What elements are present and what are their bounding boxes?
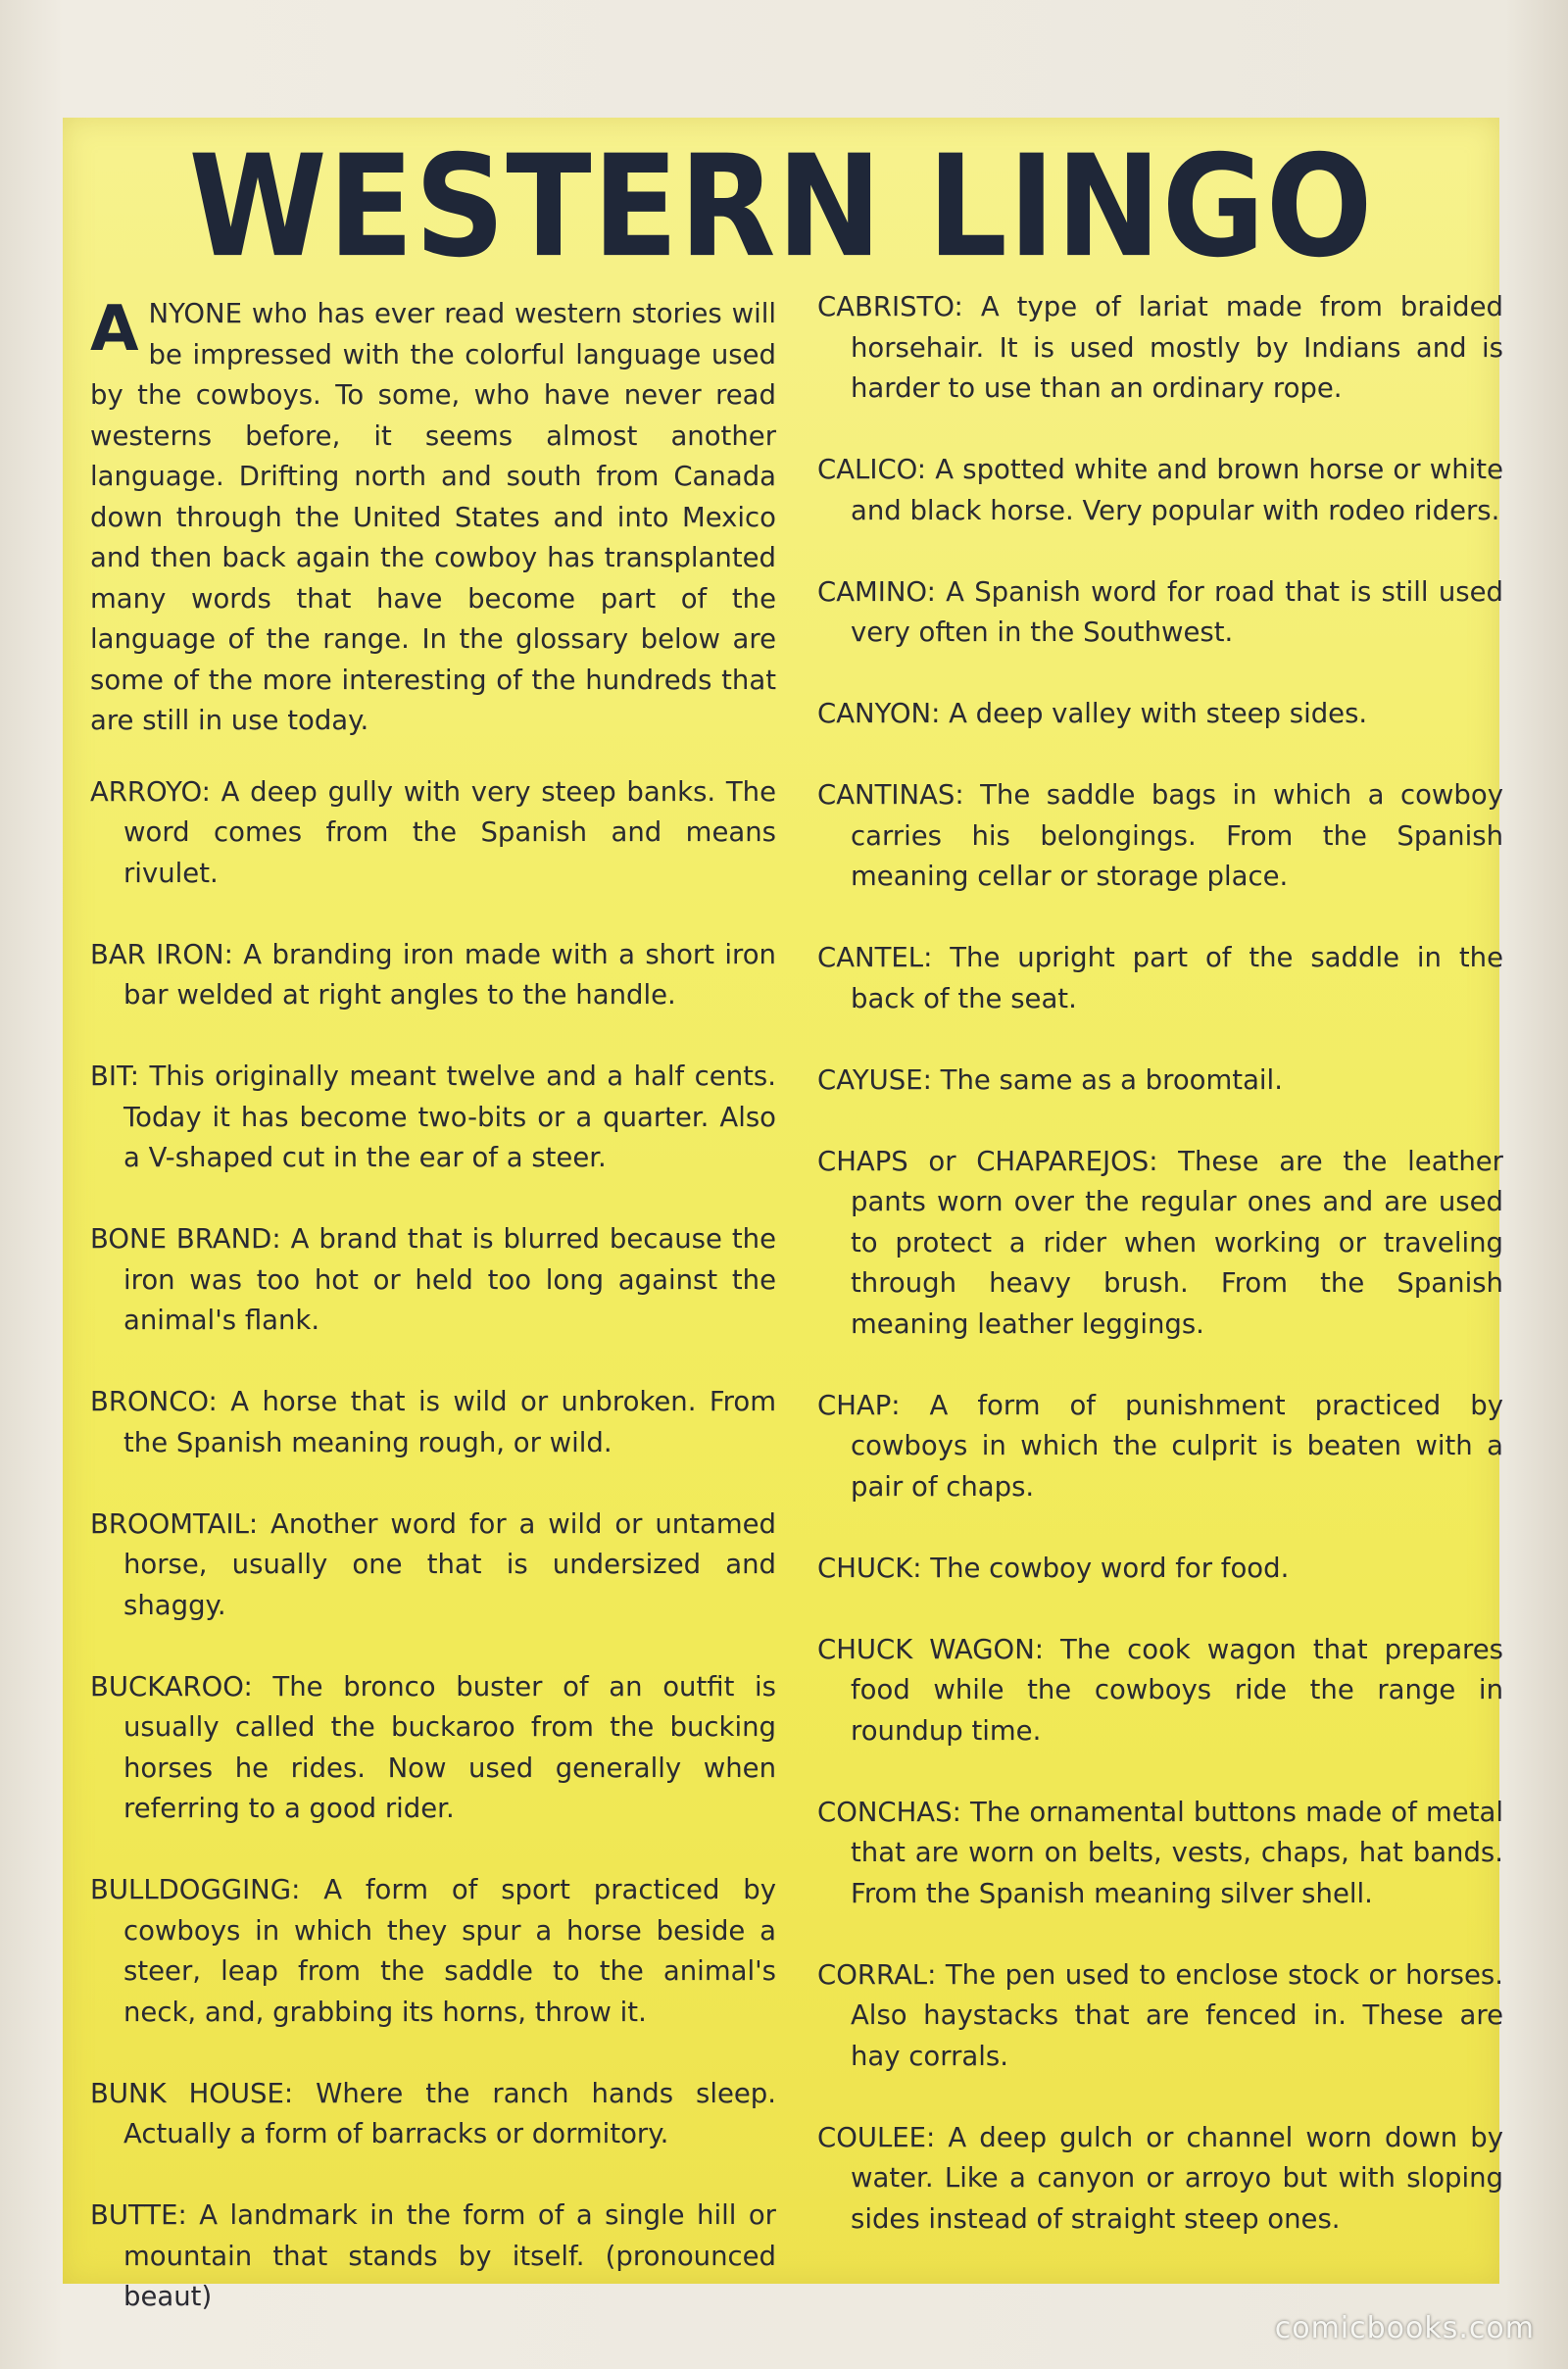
glossary-entry (817, 694, 1503, 735)
intro-text: NYONE who has ever read western stories will be impressed with the colorful language used by the cowboys. To some, who have never read westerns before, it seems almost another language. Drifting north and south from Canada down through the United States and into Mexico and then back again the cowboy has transplanted many words that have become part of the language of the range. In the glossary below are some of the more interesting of the hundreds that are still in use today. (90, 298, 776, 736)
glossary-list-left (90, 772, 776, 2318)
glossary-term: BONE BRAND: (90, 1223, 281, 1255)
glossary-definition: Where the ranch hands sleep. Actually a form of barracks or dormitory. (123, 2077, 777, 2149)
glossary-definition: A landmark in the form of a single hill or mountain that stands by itself. (pronounced beaut) (123, 2199, 776, 2312)
glossary-definition: A form of sport practiced by cowboys in which they spur a horse beside a steer, leap from the saddle to the animal's neck, and, grabbing its horns, throw it. (123, 1874, 776, 2028)
drop-cap: A (90, 293, 139, 366)
glossary-entry (90, 1505, 776, 1627)
glossary-term: BULLDOGGING: (90, 1874, 301, 1905)
glossary-term: CAYUSE: (817, 1063, 932, 1096)
glossary-definition: The bronco buster of an outfit is usually called the buckaroo from the bucking horses he rides. Now used generally when referring to a good rider. (123, 1670, 776, 1824)
glossary-term: CAMINO: (817, 575, 936, 608)
glossary-list-right (817, 287, 1503, 2240)
glossary-entry (90, 1870, 776, 2033)
glossary-term: CABRISTO: (817, 291, 963, 322)
glossary-term: COULEE: (817, 2121, 936, 2153)
glossary-entry (90, 772, 776, 895)
glossary-entry (817, 2118, 1503, 2241)
glossary-definition: The cowboy word for food. (930, 1552, 1290, 1584)
glossary-term: BRONCO: (90, 1386, 218, 1417)
glossary-definition: A type of lariat made from braided horsehair. It is used mostly by Indians and is harder to use than an ordinary rope. (851, 291, 1503, 404)
glossary-entry (90, 935, 776, 1016)
glossary-entry (817, 1061, 1503, 1102)
glossary-term: CALICO: (817, 454, 927, 485)
glossary-entry (90, 1219, 776, 1342)
glossary-term: CANTEL: (817, 942, 933, 973)
glossary-term: BROOMTAIL: (90, 1507, 259, 1540)
glossary-entry (817, 1386, 1503, 1508)
glossary-definition: Another word for a wild or untamed horse, usually one that is undersized and shaggy. (123, 1507, 776, 1621)
watermark: comicbooks.com (1274, 2311, 1535, 2345)
intro-paragraph (90, 294, 776, 742)
glossary-definition: A deep gully with very steep banks. The word comes from the Spanish and means rivulet. (123, 775, 776, 889)
glossary-entry (817, 1793, 1503, 1915)
glossary-entry (817, 1630, 1503, 1752)
glossary-entry (817, 450, 1503, 531)
left-column (90, 294, 776, 2358)
glossary-definition: A spotted white and brown horse or white and black horse. Very popular with rodeo riders. (851, 454, 1503, 526)
glossary-term: CORRAL: (817, 1958, 937, 1991)
glossary-definition: The same as a broomtail. (940, 1063, 1283, 1096)
glossary-term: CONCHAS: (817, 1796, 961, 1828)
glossary-definition: A brand that is blurred because the iron was too hot or held too long against the animal's flank. (123, 1223, 776, 1336)
glossary-definition: These are the leather pants worn over the regular ones and are used to protect a rider when working or traveling through heavy brush. From the Spanish meaning leather leggings. (851, 1145, 1503, 1340)
glossary-term: BUTTE: (90, 2199, 187, 2231)
glossary-definition: The ornamental buttons made of metal that are worn on belts, vests, chaps, hat bands. From the Spanish meaning silver shell. (851, 1796, 1503, 1909)
right-column (817, 287, 1503, 2281)
glossary-term: CHUCK WAGON: (817, 1633, 1045, 1665)
glossary-entry (817, 1549, 1503, 1590)
glossary-term: BAR IRON: (90, 938, 233, 970)
glossary-entry (90, 1667, 776, 1830)
glossary-definition: A horse that is wild or unbroken. From the Spanish meaning rough, or wild. (123, 1386, 776, 1458)
page-title: WESTERN LINGO (188, 125, 1374, 289)
glossary-definition: The cook wagon that prepares food while the cowboys ride the range in roundup time. (851, 1633, 1503, 1747)
glossary-entry (817, 1142, 1503, 1346)
glossary-definition: This originally meant twelve and a half cents. Today it has become two-bits or a quarter. Also a V-shaped cut in the ear of a steer. (123, 1061, 776, 1173)
glossary-entry (90, 1382, 776, 1463)
glossary-term: CHUCK: (817, 1552, 922, 1584)
glossary-definition: A Spanish word for road that is still used very often in the Southwest. (851, 575, 1503, 648)
glossary-entry (817, 775, 1503, 898)
glossary-entry (90, 2196, 776, 2318)
glossary-term: CANYON: (817, 698, 941, 729)
glossary-entry (817, 938, 1503, 1019)
glossary-entry (90, 2074, 776, 2155)
glossary-definition: A branding iron made with a short iron bar welded at right angles to the handle. (123, 938, 776, 1011)
glossary-term: BUNK HOUSE: (90, 2077, 294, 2109)
glossary-definition: A deep valley with steep sides. (949, 698, 1368, 729)
glossary-entry (90, 1057, 776, 1179)
glossary-term: CANTINAS: (817, 779, 964, 811)
glossary-entry (817, 572, 1503, 654)
glossary-definition: A form of punishment practiced by cowboys in which the culprit is beaten with a pair of chaps. (851, 1389, 1503, 1503)
glossary-definition: A deep gulch or channel worn down by water. Like a canyon or arroyo but with sloping sides instead of straight steep ones. (851, 2121, 1503, 2235)
glossary-term: BIT: (90, 1061, 140, 1092)
glossary-term: BUCKAROO: (90, 1670, 253, 1703)
glossary-definition: The saddle bags in which a cowboy carries his belongings. From the Spanish meaning cellar or storage place. (851, 779, 1503, 892)
glossary-entry (817, 287, 1503, 410)
glossary-term: ARROYO: (90, 775, 211, 808)
glossary-term: CHAPS or CHAPAREJOS: (817, 1145, 1158, 1177)
glossary-term: CHAP: (817, 1389, 901, 1421)
glossary-definition: The upright part of the saddle in the back of the seat. (851, 942, 1503, 1014)
glossary-entry (817, 1955, 1503, 2078)
glossary-definition: The pen used to enclose stock or horses. Also haystacks that are fenced in. These are hay corrals. (851, 1958, 1504, 2072)
